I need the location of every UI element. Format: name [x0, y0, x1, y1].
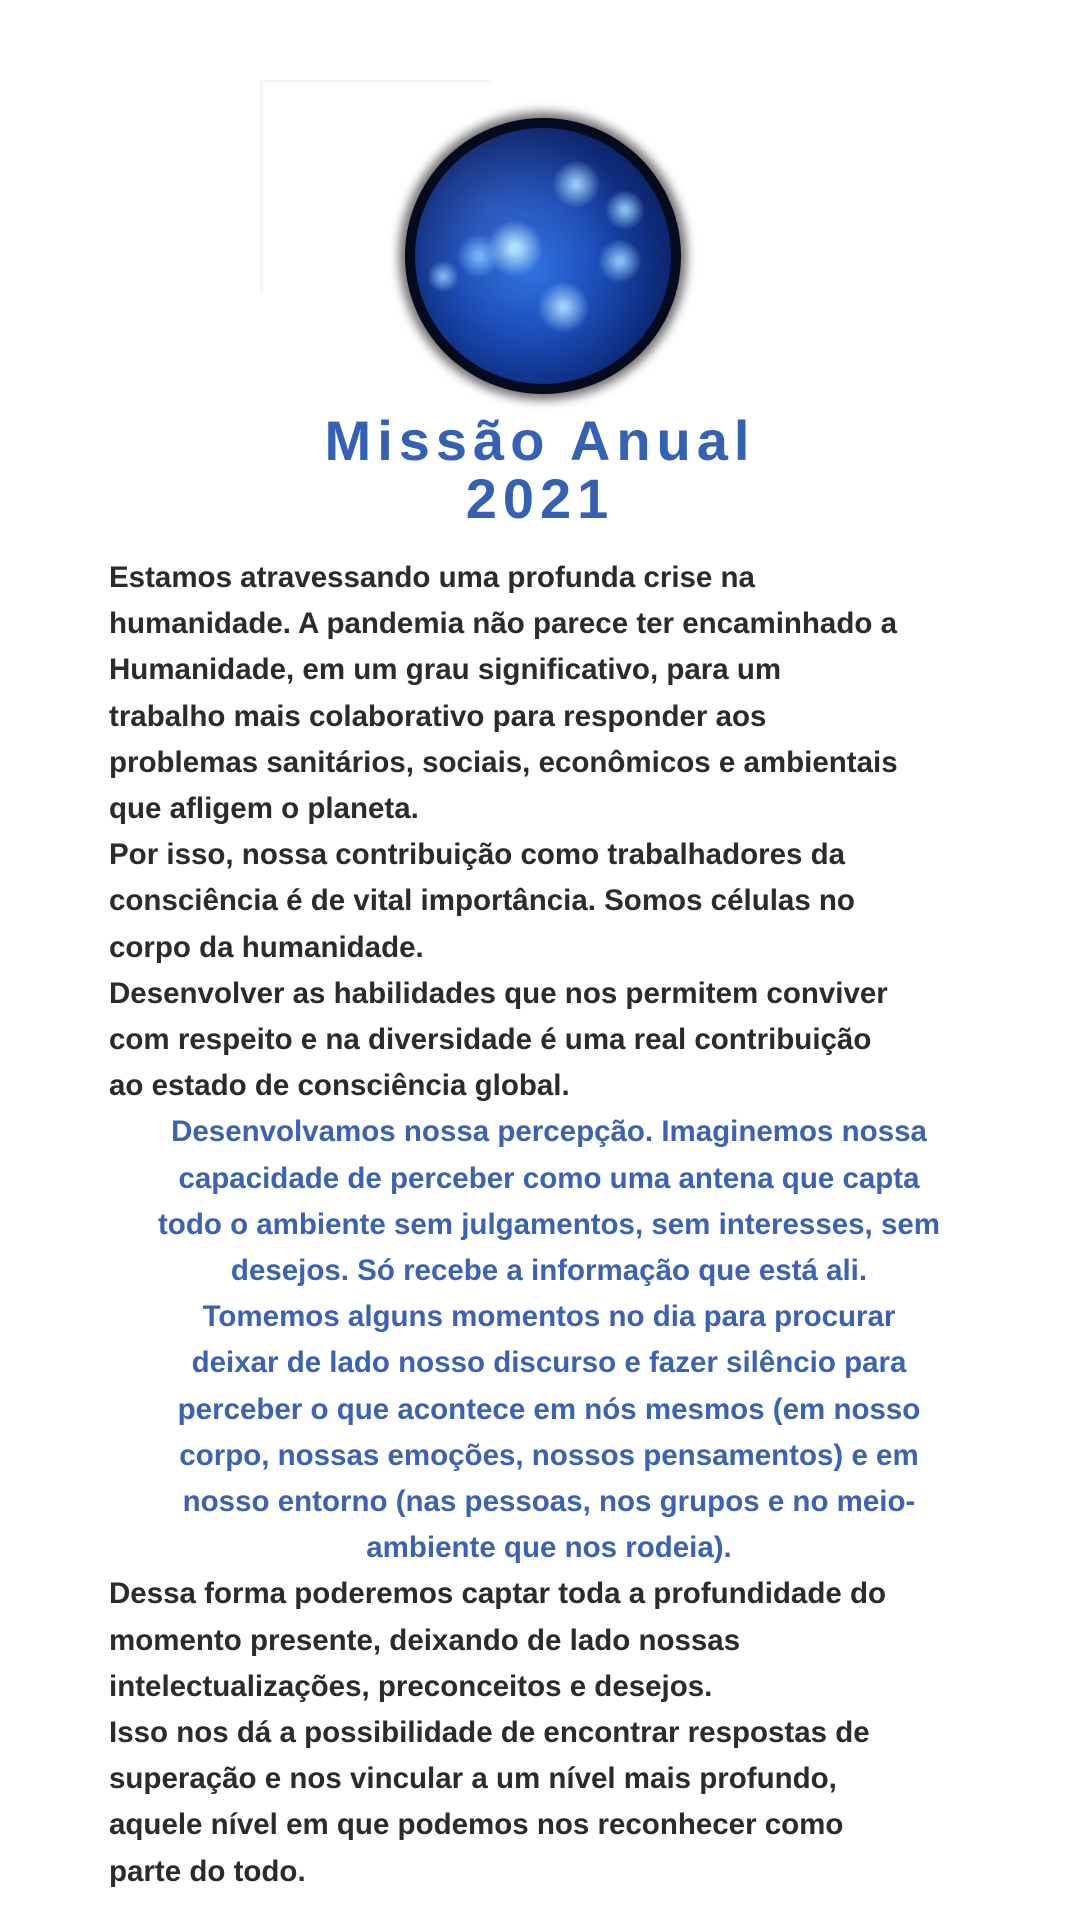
- title-line-2: 2021: [465, 467, 615, 530]
- title-line-1: Missão Anual: [324, 409, 756, 472]
- text-line: Dessa forma poderemos captar toda a profundidade do: [109, 1577, 886, 1611]
- text-line: nosso entorno (nas pessoas, nos grupos e no meio-: [182, 1485, 916, 1519]
- text-line: Desenvolvamos nossa percepção. Imaginemos nossa: [171, 1115, 927, 1149]
- text-line: superação e nos vincular a um nível mais profundo,: [109, 1762, 837, 1796]
- text-line: Desenvolver as habilidades que nos permitem conviver: [109, 976, 888, 1010]
- page-title: [0, 409, 1080, 530]
- text-line: desejos. Só recebe a informação que está ali.: [230, 1254, 868, 1288]
- text-line: consciência é de vital importância. Somos células no: [109, 884, 855, 918]
- text-line: que afligem o planeta.: [109, 792, 419, 826]
- paragraph-present-moment: [109, 1571, 989, 1710]
- text-line: ambiente que nos rodeia).: [366, 1531, 732, 1565]
- text-line: Estamos atravessando uma profunda crise na: [109, 561, 755, 594]
- cosmic-orb-icon: [415, 128, 671, 384]
- paragraph-contribution: [109, 832, 989, 971]
- text-line: Tomemos alguns momentos no dia para procurar: [202, 1300, 896, 1334]
- text-line: aquele nível em que podemos nos reconhecer como: [109, 1808, 844, 1842]
- text-line: humanidade. A pandemia não parece ter encaminhado a: [109, 607, 897, 641]
- paragraph-skills: [109, 971, 989, 1110]
- text-line: problemas sanitários, sociais, econômicos e ambientais: [109, 745, 898, 779]
- text-line: trabalho mais colaborativo para responder aos: [109, 699, 767, 733]
- text-line: perceber o que acontece em nós mesmos (em nosso: [177, 1392, 921, 1426]
- text-line: capacidade de perceber como uma antena que capta: [178, 1161, 920, 1195]
- text-line: momento presente, deixando de lado nossas: [109, 1623, 741, 1657]
- text-line: Humanidade, em um grau significativo, para um: [109, 653, 782, 687]
- paragraph-perception-highlight: [99, 1109, 999, 1571]
- text-line: Isso nos dá a possibilidade de encontrar respostas de: [109, 1716, 870, 1750]
- text-line: parte do todo.: [109, 1854, 306, 1888]
- text-line: com respeito e na diversidade é uma real contribuição: [109, 1023, 872, 1057]
- text-line: deixar de lado nosso discurso e fazer silêncio para: [191, 1346, 907, 1380]
- mission-text: [109, 555, 989, 1895]
- paragraph-conclusion: [109, 1710, 989, 1895]
- text-line: ao estado de consciência global.: [109, 1069, 570, 1103]
- paragraph-crisis: [109, 555, 989, 832]
- text-line: intelectualizações, preconceitos e desejos.: [109, 1669, 713, 1703]
- text-line: corpo da humanidade.: [109, 930, 424, 964]
- text-line: todo o ambiente sem julgamentos, sem interesses, sem: [157, 1207, 940, 1241]
- text-line: Por isso, nossa contribuição como trabalhadores da: [109, 838, 846, 872]
- text-line: corpo, nossas emoções, nossos pensamentos) e em: [179, 1438, 919, 1472]
- cosmic-orb-image: [405, 118, 681, 394]
